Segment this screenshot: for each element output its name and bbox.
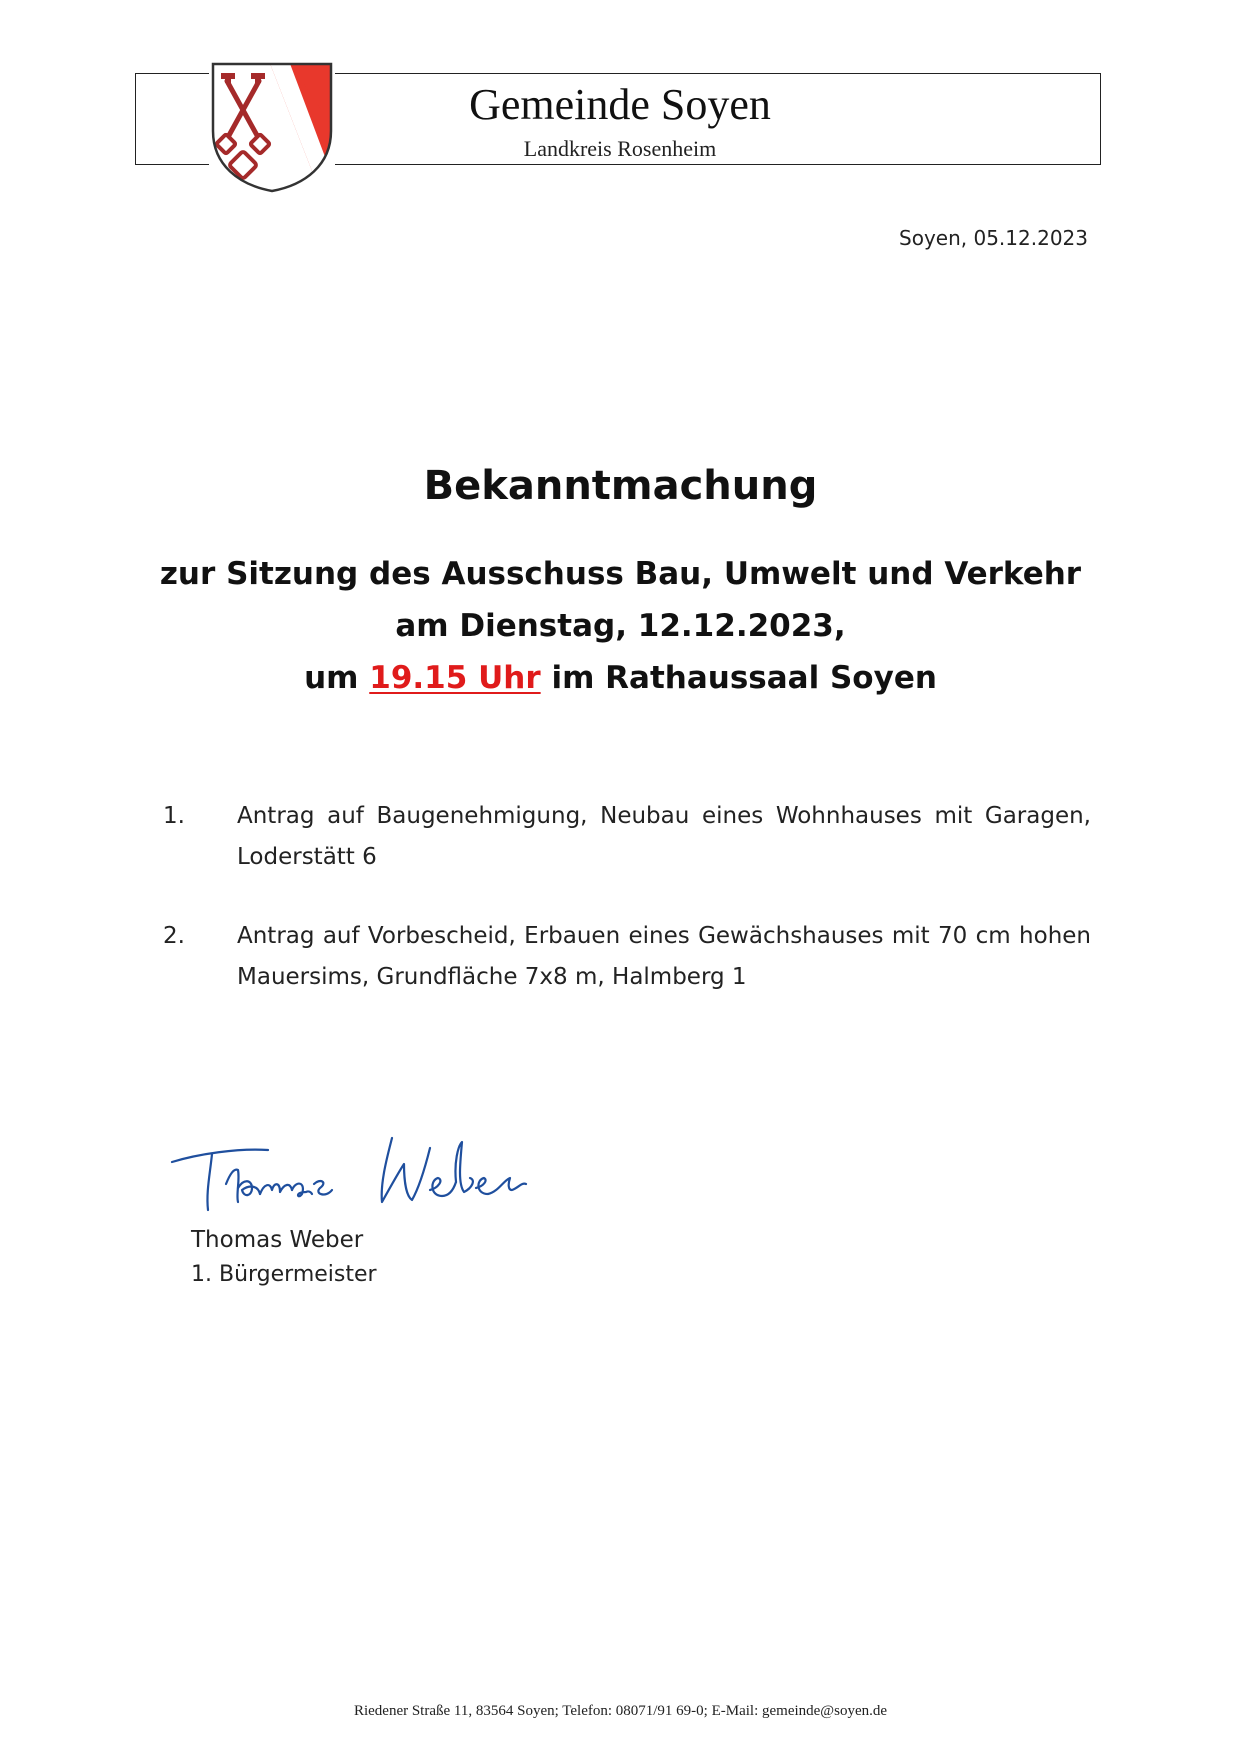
coat-of-arms-icon [209, 61, 335, 194]
agenda-item-number: 1. [163, 803, 185, 829]
agenda-list [163, 796, 1091, 1036]
organization-subtitle: Landkreis Rosenheim [523, 136, 717, 161]
agenda-item [163, 796, 1091, 878]
meeting-location: im Rathaussaal Soyen [551, 660, 937, 696]
time-prefix: um [304, 660, 359, 696]
meeting-time-location-line [0, 652, 1241, 704]
meeting-date-line: am Dienstag, 12.12.2023, [395, 608, 846, 644]
notice-title: Bekanntmachung [423, 463, 818, 509]
footer-address: Riedener Straße 11, 83564 Soyen; Telefon: 08071/91 69-0; E-Mail: gemeinde@soyen.de [353, 1703, 888, 1719]
agenda-item-number: 2. [163, 923, 185, 949]
meeting-committee-line: zur Sitzung des Ausschuss Bau, Umwelt und Verkehr [159, 556, 1082, 592]
agenda-item-text: Antrag auf Baugenehmigung, Neubau eines Wohnhauses mit Garagen, Loderstätt 6 [237, 803, 1091, 870]
notice-subtitle [0, 548, 1241, 704]
organization-name: Gemeinde Soyen [469, 80, 771, 129]
date-line: Soyen, 05.12.2023 [899, 226, 1088, 250]
agenda-item-text: Antrag auf Vorbescheid, Erbauen eines Gewächshauses mit 70 cm hohen Mauersims, Grundfläche 7x8 m, Halmberg 1 [237, 923, 1091, 990]
meeting-time: 19.15 Uhr [369, 660, 541, 696]
signer-name: Thomas Weber [191, 1227, 364, 1253]
agenda-item [163, 916, 1091, 998]
signer-title: 1. Bürgermeister [191, 1262, 377, 1287]
handwritten-signature [168, 1124, 548, 1224]
